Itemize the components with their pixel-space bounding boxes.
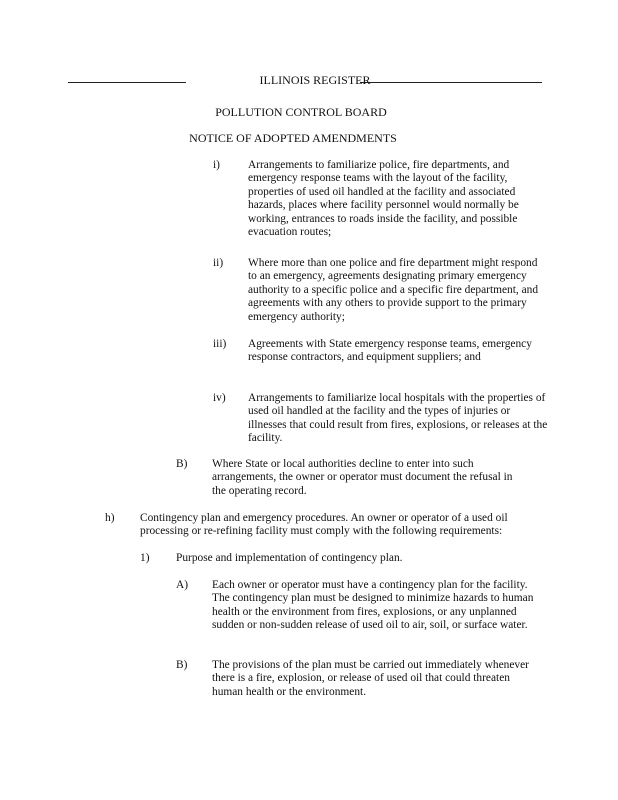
- item-text-A: Each owner or operator must have a contingency plan for the facility. The contingency plan must be designed to minimize hazards to human health or the environment from fires, explosions, or any unplanned sudden or non-sudden release of used oil to air, soil, or surface water.: [212, 579, 534, 632]
- item-label-A: A): [176, 579, 189, 591]
- item-text-i: Arrangements to familiarize police, fire departments, and emergency response teams with the layout of the facility, properties of used oil handled at the facility and associated hazards, places where facility personnel would normally be working, entrances to roads inside the facility, and possible evacuation routes;: [248, 159, 519, 239]
- item-label-B-second: B): [176, 659, 188, 671]
- item-text-B-second: The provisions of the plan must be carried out immediately whenever there is a fire, explosion, or release of used oil that could threaten human health or the environment.: [212, 659, 529, 698]
- item-text-ii: Where more than one police and fire department might respond to an emergency, agreements designating primary emergency authority to a specific police and a specific fire department, and agreements with any others to provide support to the primary emergency authority;: [248, 257, 539, 323]
- item-label-iii: iii): [213, 338, 227, 350]
- register-title: ILLINOIS REGISTER: [259, 73, 371, 87]
- item-text-iv: Arrangements to familiarize local hospitals with the properties of used oil handled at the facility and the types of injuries or illnesses that could result from fires, explosions, or releases at the facility.: [248, 392, 548, 445]
- item-text-B-first: Where State or local authorities decline to enter into such arrangements, the owner or operator must document the refusal in the operating record.: [212, 458, 513, 497]
- item-text-1: Purpose and implementation of contingency plan.: [176, 552, 403, 564]
- item-label-i: i): [213, 159, 220, 171]
- item-label-ii: ii): [213, 257, 224, 269]
- board-title: POLLUTION CONTROL BOARD: [215, 105, 387, 119]
- item-text-h: Contingency plan and emergency procedures. An owner or operator of a used oil processing or re-refining facility must comply with the following requirements:: [140, 512, 508, 538]
- item-label-1: 1): [140, 552, 150, 564]
- item-text-iii: Agreements with State emergency response teams, emergency response contractors, and equipment suppliers; and: [248, 338, 532, 364]
- notice-title: NOTICE OF ADOPTED AMENDMENTS: [189, 131, 397, 145]
- item-label-h: h): [105, 512, 115, 524]
- item-label-iv: iv): [213, 392, 226, 404]
- item-label-B-first: B): [176, 458, 188, 470]
